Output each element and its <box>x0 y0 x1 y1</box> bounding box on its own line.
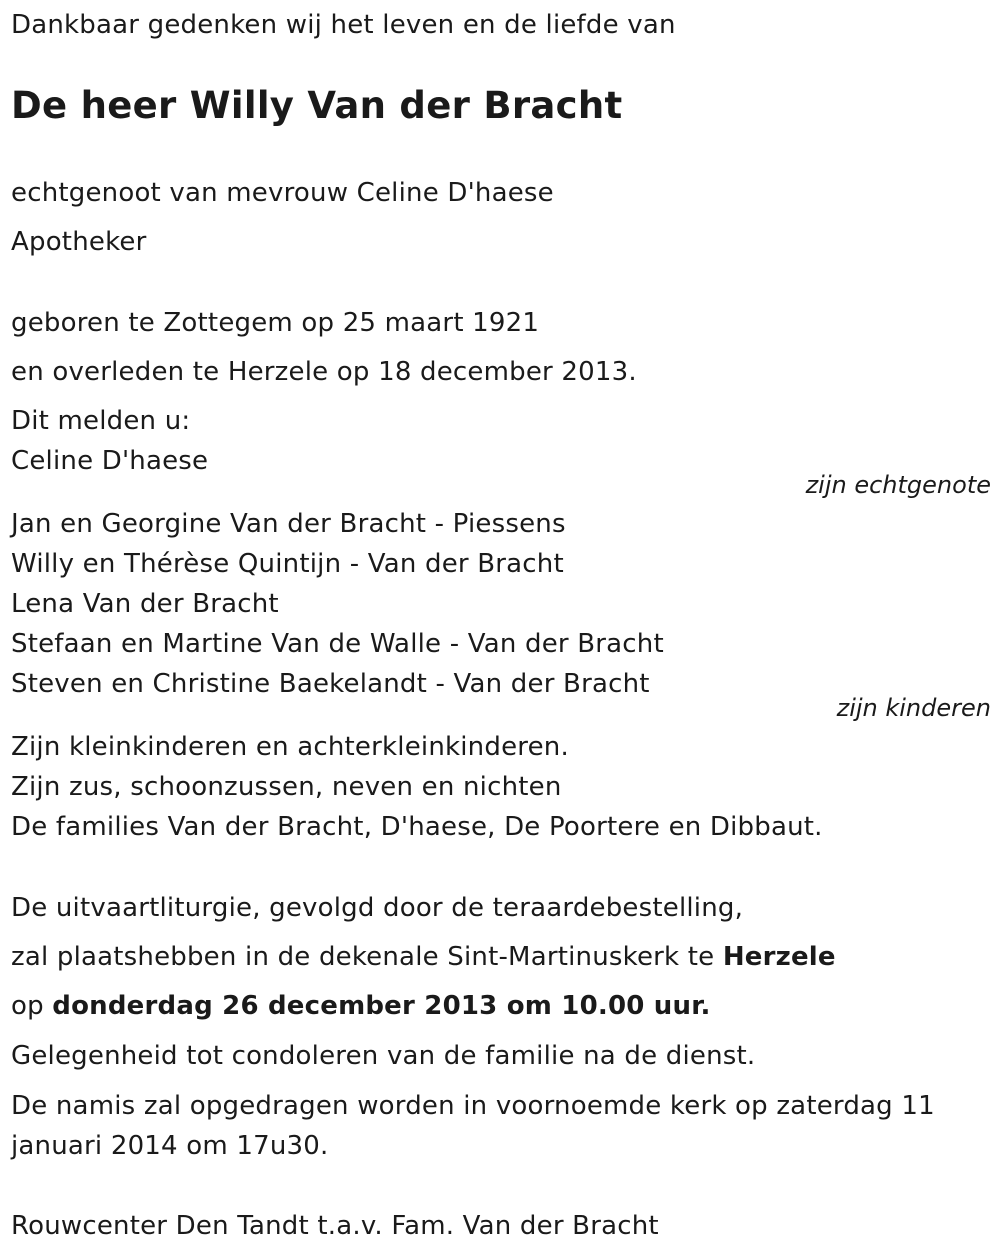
child-item: Lena Van der Bracht <box>11 589 279 619</box>
spouse-role: zijn echtgenote <box>805 471 991 499</box>
funeral-line-1: De uitvaartliturgie, gevolgd door de teraardebestelling, <box>11 893 744 923</box>
funeral-line-3 <box>11 990 711 1022</box>
relatives-line: Zijn kleinkinderen en achterkleinkinderen. <box>11 732 569 762</box>
condolence-line: Gelegenheid tot condoleren van de familie na de dienst. <box>11 1041 756 1071</box>
funeral-place: Herzele <box>722 942 836 972</box>
child-item: Steven en Christine Baekelandt - Van der Bracht <box>11 669 650 699</box>
contact-line: Rouwcenter Den Tandt t.a.v. Fam. Van der Bracht <box>11 1211 659 1241</box>
children-role: zijn kinderen <box>836 694 991 722</box>
spouse-name: Celine D'haese <box>11 446 209 476</box>
profession: Apotheker <box>11 227 147 257</box>
spouse-line: echtgenoot van mevrouw Celine D'haese <box>11 178 554 208</box>
obituary-document <box>11 0 991 1257</box>
child-item: Willy en Thérèse Quintijn - Van der Bracht <box>11 549 564 579</box>
mass-line-2: januari 2014 om 17u30. <box>11 1131 329 1161</box>
death-line: en overleden te Herzele op 18 december 2013. <box>11 357 637 387</box>
relatives-line: Zijn zus, schoonzussen, neven en nichten <box>11 772 562 802</box>
funeral-date: donderdag 26 december 2013 om 10.00 uur. <box>52 991 711 1021</box>
funeral-location-text: zal plaatshebben in de dekenale Sint-Martinuskerk te <box>11 942 723 972</box>
child-item: Jan en Georgine Van der Bracht - Piessens <box>11 509 566 539</box>
funeral-date-prefix: op <box>11 991 53 1021</box>
birth-line: geboren te Zottegem op 25 maart 1921 <box>11 308 540 338</box>
announce-label: Dit melden u: <box>11 406 191 436</box>
funeral-line-2 <box>11 941 836 973</box>
mass-line-1: De namis zal opgedragen worden in voornoemde kerk op zaterdag 11 <box>11 1091 935 1121</box>
deceased-name: De heer Willy Van der Bracht <box>11 84 623 127</box>
child-item: Stefaan en Martine Van de Walle - Van der Bracht <box>11 629 664 659</box>
relatives-line: De families Van der Bracht, D'haese, De Poortere en Dibbaut. <box>11 812 823 842</box>
intro-text: Dankbaar gedenken wij het leven en de liefde van <box>11 10 676 40</box>
